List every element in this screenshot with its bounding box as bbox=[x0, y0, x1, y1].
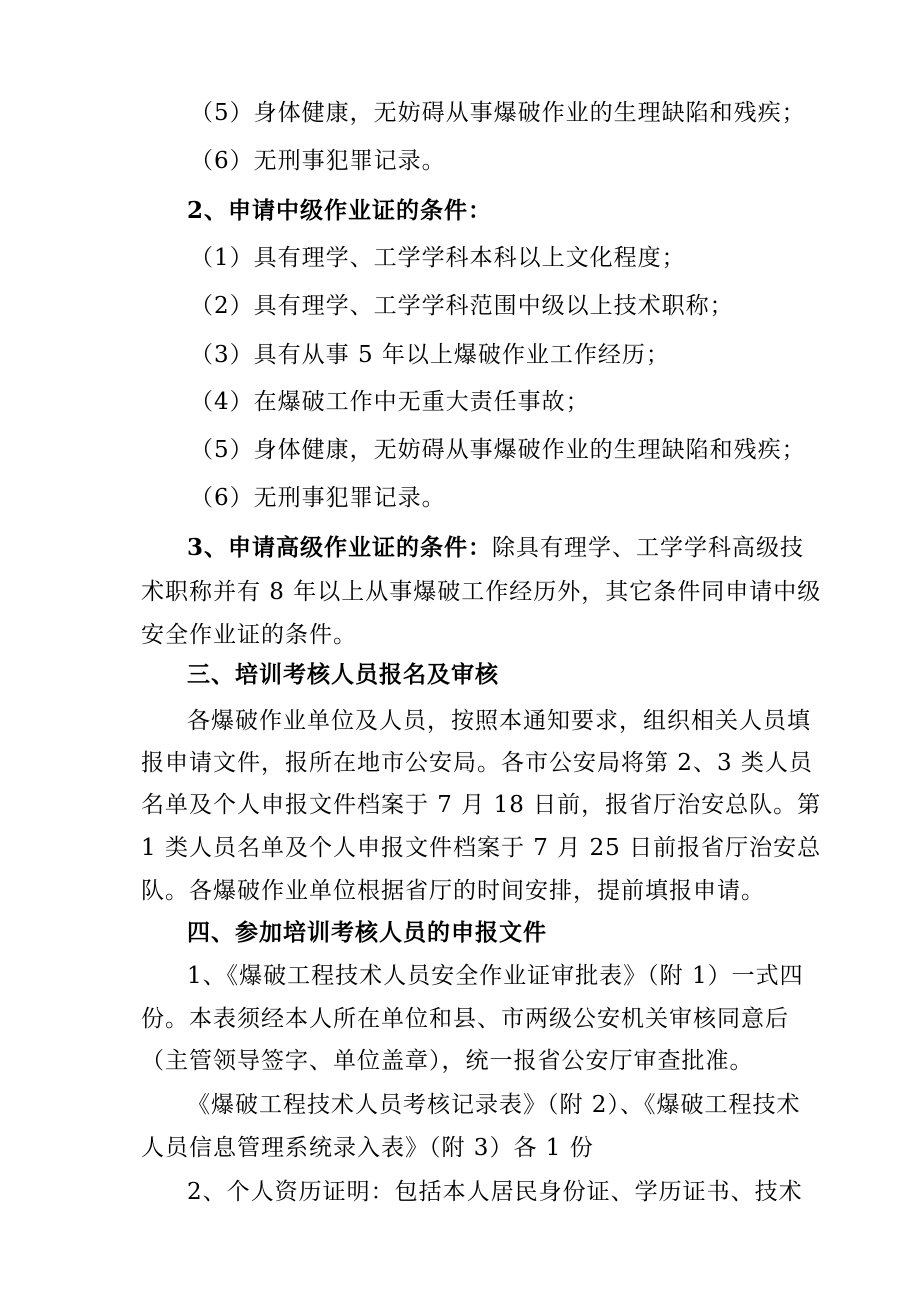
line-text: （3）具有从事 5 年以上爆破作业工作经历； bbox=[190, 342, 670, 368]
line-text: 份。本表须经本人所在单位和县、市两级公安机关审核同意后 bbox=[141, 1006, 789, 1032]
condition-5-line-b bbox=[190, 435, 806, 465]
line-text: （6）无刑事犯罪记录。 bbox=[190, 485, 446, 511]
section-heading-4 bbox=[187, 918, 547, 948]
condition-6-line bbox=[190, 146, 446, 176]
para-3-line-3 bbox=[141, 790, 822, 820]
senior-condition-cont-1 bbox=[141, 577, 822, 607]
senior-condition-line bbox=[187, 533, 804, 563]
condition-3-line bbox=[190, 340, 670, 370]
line-text: （6）无刑事犯罪记录。 bbox=[190, 148, 446, 174]
condition-1-line bbox=[190, 243, 686, 273]
line-text: （5）身体健康，无妨碍从事爆破作业的生理缺陷和残疾； bbox=[190, 100, 806, 126]
line-text: 1、《爆破工程技术人员安全作业证审批表》（附 1）一式四 bbox=[187, 963, 804, 989]
heading-text: 3、申请高级作业证的条件： bbox=[187, 534, 493, 561]
senior-condition-cont-2 bbox=[141, 620, 781, 650]
section-heading-3 bbox=[187, 660, 499, 690]
condition-5-line bbox=[190, 98, 806, 128]
para-4-line-1 bbox=[187, 961, 804, 991]
para-3-line-4 bbox=[141, 833, 822, 863]
line-text: 术职称并有 8 年以上从事爆破工作经历外，其它条件同申请中级 bbox=[141, 579, 822, 605]
para-3-line-5 bbox=[141, 876, 781, 906]
section-heading-intermediate bbox=[187, 196, 492, 226]
line-text: （5）身体健康，无妨碍从事爆破作业的生理缺陷和残疾； bbox=[190, 437, 806, 463]
line-text: （2）具有理学、工学学科范围中级以上技术职称； bbox=[190, 293, 734, 319]
line-text: 1 类人员名单及个人申报文件档案于 7 月 25 日前报省厅治安总 bbox=[141, 835, 822, 861]
para-4-line-2 bbox=[141, 1004, 789, 1034]
line-text: 各爆破作业单位及人员，按照本通知要求，组织相关人员填 bbox=[187, 708, 811, 734]
line-text: 队。各爆破作业单位根据省厅的时间安排，提前填报申请。 bbox=[141, 878, 765, 904]
line-text: 名单及个人申报文件档案于 7 月 18 日前，报省厅治安总队。第 bbox=[141, 792, 822, 818]
condition-2-line bbox=[190, 291, 734, 321]
para-4-line-6 bbox=[187, 1177, 803, 1207]
line-text: （主管领导签字、单位盖章），统一报省公安厅审查批准。 bbox=[141, 1048, 754, 1074]
line-text: 2、个人资历证明：包括本人居民身份证、学历证书、技术 bbox=[187, 1179, 803, 1205]
para-3-line-1 bbox=[187, 706, 811, 736]
heading-text: 三、培训考核人员报名及审核 bbox=[187, 661, 499, 688]
line-text: 人员信息管理系统录入表》（附 3）各 1 份 bbox=[141, 1135, 594, 1161]
line-text: 除具有理学、工学学科高级技 bbox=[492, 535, 805, 561]
line-text: （4）在爆破工作中无重大责任事故； bbox=[190, 389, 590, 415]
line-text: 安全作业证的条件。 bbox=[141, 622, 357, 648]
heading-text: 2、申请中级作业证的条件： bbox=[187, 197, 493, 224]
heading-text: 四、参加培训考核人员的申报文件 bbox=[187, 919, 547, 946]
para-3-line-2 bbox=[141, 748, 813, 778]
line-text: （1）具有理学、工学学科本科以上文化程度； bbox=[190, 245, 686, 271]
para-4-line-3 bbox=[141, 1046, 781, 1076]
condition-6-line-b bbox=[190, 483, 446, 513]
condition-4-line bbox=[190, 387, 590, 417]
line-text: 报申请文件，报所在地市公安局。各市公安局将第 2、3 类人员 bbox=[141, 750, 813, 776]
line-text: 《爆破工程技术人员考核记录表》（附 2）、《爆破工程技术 bbox=[187, 1092, 801, 1118]
para-4-line-5 bbox=[141, 1133, 781, 1163]
para-4-line-4 bbox=[187, 1090, 800, 1120]
